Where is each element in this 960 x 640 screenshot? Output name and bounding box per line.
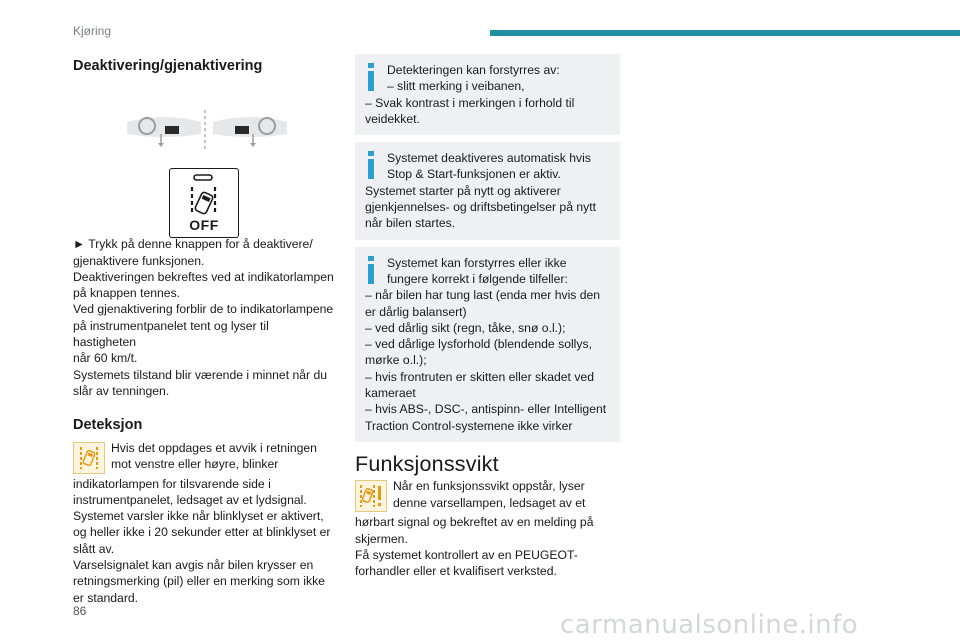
text-line: retningsmerking (pil) eller en merking som ikke bbox=[73, 574, 325, 589]
header-accent-bar bbox=[490, 30, 960, 36]
note-line: Systemet kan forstyrres eller ikke bbox=[387, 255, 567, 270]
text-line: Når en funksjonssvikt oppstår, lyser bbox=[393, 479, 585, 494]
note-line: kameraet bbox=[365, 386, 416, 401]
text-line: forhandler eller et kvalifisert verksted. bbox=[355, 564, 557, 579]
malfunction-heading: Funksjonssvikt bbox=[355, 451, 499, 476]
text-line: Varselsignalet kan avgis når bilen krysser en bbox=[73, 558, 314, 573]
dashboard-rhd-icon bbox=[211, 112, 289, 148]
lane-departure-warning-icon bbox=[73, 442, 105, 474]
note-line: når bilen startes. bbox=[365, 216, 456, 231]
text-line: indikatorlampen for tilsvarende side i bbox=[73, 476, 271, 491]
text-line: er standard. bbox=[73, 590, 139, 605]
note-line: – når bilen har tung last (enda mer hvis den bbox=[365, 288, 601, 303]
note-line: – hvis ABS-, DSC-, antispinn- eller Intelligent bbox=[365, 402, 607, 417]
info-icon bbox=[365, 63, 377, 91]
lane-departure-off-icon bbox=[170, 171, 237, 223]
text-line: Systemet varsler ikke når blinklyset er aktivert, bbox=[73, 509, 324, 524]
lane-assist-off-button[interactable] bbox=[169, 168, 239, 238]
note-line: er dårlig balansert) bbox=[365, 304, 467, 319]
text-line: instrumentpanelet, ledsaget av et lydsignal. bbox=[73, 492, 307, 507]
divider-dashed-icon bbox=[203, 110, 207, 150]
text-line: Hvis det oppdages et avvik i retningen bbox=[111, 440, 317, 455]
text-line: Få systemet kontrollert av en PEUGEOT- bbox=[355, 547, 578, 562]
dashboard-lhd-icon bbox=[125, 112, 203, 148]
left-column bbox=[73, 58, 335, 606]
note-line: – ved dårlige lysforhold (blendende sollys, bbox=[365, 337, 592, 352]
info-note bbox=[355, 54, 620, 135]
text-line: denne varsellampen, ledsaget av et bbox=[393, 495, 586, 510]
info-note bbox=[355, 142, 620, 239]
note-line: fungere korrekt i følgende tilfeller: bbox=[387, 271, 568, 286]
text-line: på instrumentpanelet tent og lyser til hastigheten bbox=[73, 318, 269, 350]
text-line: hørbart signal og bekreftet av en melding på bbox=[355, 515, 594, 530]
text-line: når 60 km/t. bbox=[73, 351, 138, 366]
note-line: – slitt merking i veibanen, bbox=[387, 79, 525, 94]
note-line: veidekket. bbox=[365, 111, 420, 126]
text-line: og heller ikke i 20 sekunder etter at blinklyset er bbox=[73, 525, 331, 540]
text-line: skjermen. bbox=[355, 531, 408, 546]
note-line: gjenkjennelses- og driftsbetingelser på nytt bbox=[365, 200, 597, 215]
text-line: gjenaktivere funksjonen. bbox=[73, 253, 205, 268]
text-line: Systemets tilstand blir værende i minnet når du bbox=[73, 367, 328, 382]
note-line: – Svak kontrast i merkingen i forhold til bbox=[365, 95, 575, 110]
note-line: – ved dårlig sikt (regn, tåke, snø o.l.); bbox=[365, 320, 566, 335]
note-line: Systemet deaktiveres automatisk hvis bbox=[387, 151, 591, 166]
off-label: OFF bbox=[189, 217, 219, 234]
note-line: – hvis frontruten er skitten eller skadet ved bbox=[365, 369, 594, 384]
text-line: slått av. bbox=[73, 541, 115, 556]
text-line: mot venstre eller høyre, blinker bbox=[111, 456, 279, 471]
note-line: Systemet starter på nytt og aktiverer bbox=[365, 183, 561, 198]
detection-block bbox=[73, 440, 335, 606]
right-column bbox=[355, 54, 620, 579]
text-line: Deaktiveringen bekreftes ved at indikatorlampen bbox=[73, 269, 334, 284]
deactivation-heading: Deaktivering/gjenaktivering bbox=[73, 58, 263, 74]
text-line: på knappen tennes. bbox=[73, 286, 181, 301]
text-line: ► Trykk på denne knappen for å deaktivere/ bbox=[73, 237, 313, 252]
info-note bbox=[355, 247, 620, 442]
text-line: slår av tenningen. bbox=[73, 383, 170, 398]
page-number: 86 bbox=[73, 604, 87, 618]
note-line: mørke o.l.); bbox=[365, 353, 427, 368]
info-icon bbox=[365, 151, 377, 179]
section-title: Kjøring bbox=[73, 24, 112, 38]
lane-departure-fault-icon bbox=[355, 480, 387, 512]
note-line: Detekteringen kan forstyrres av: bbox=[387, 63, 560, 77]
info-icon bbox=[365, 256, 377, 284]
note-line: Traction Control-systemene ikke virker bbox=[365, 418, 573, 433]
deactivation-text bbox=[73, 236, 335, 399]
watermark: carmanualsonline.info bbox=[560, 610, 859, 640]
malfunction-block bbox=[355, 478, 620, 579]
deactivation-pictograms bbox=[73, 86, 335, 234]
note-line: Stop & Start-funksjonen er aktiv. bbox=[387, 167, 561, 182]
detection-heading: Deteksjon bbox=[73, 417, 143, 434]
text-line: Ved gjenaktivering forblir de to indikatorlampene bbox=[73, 302, 334, 317]
